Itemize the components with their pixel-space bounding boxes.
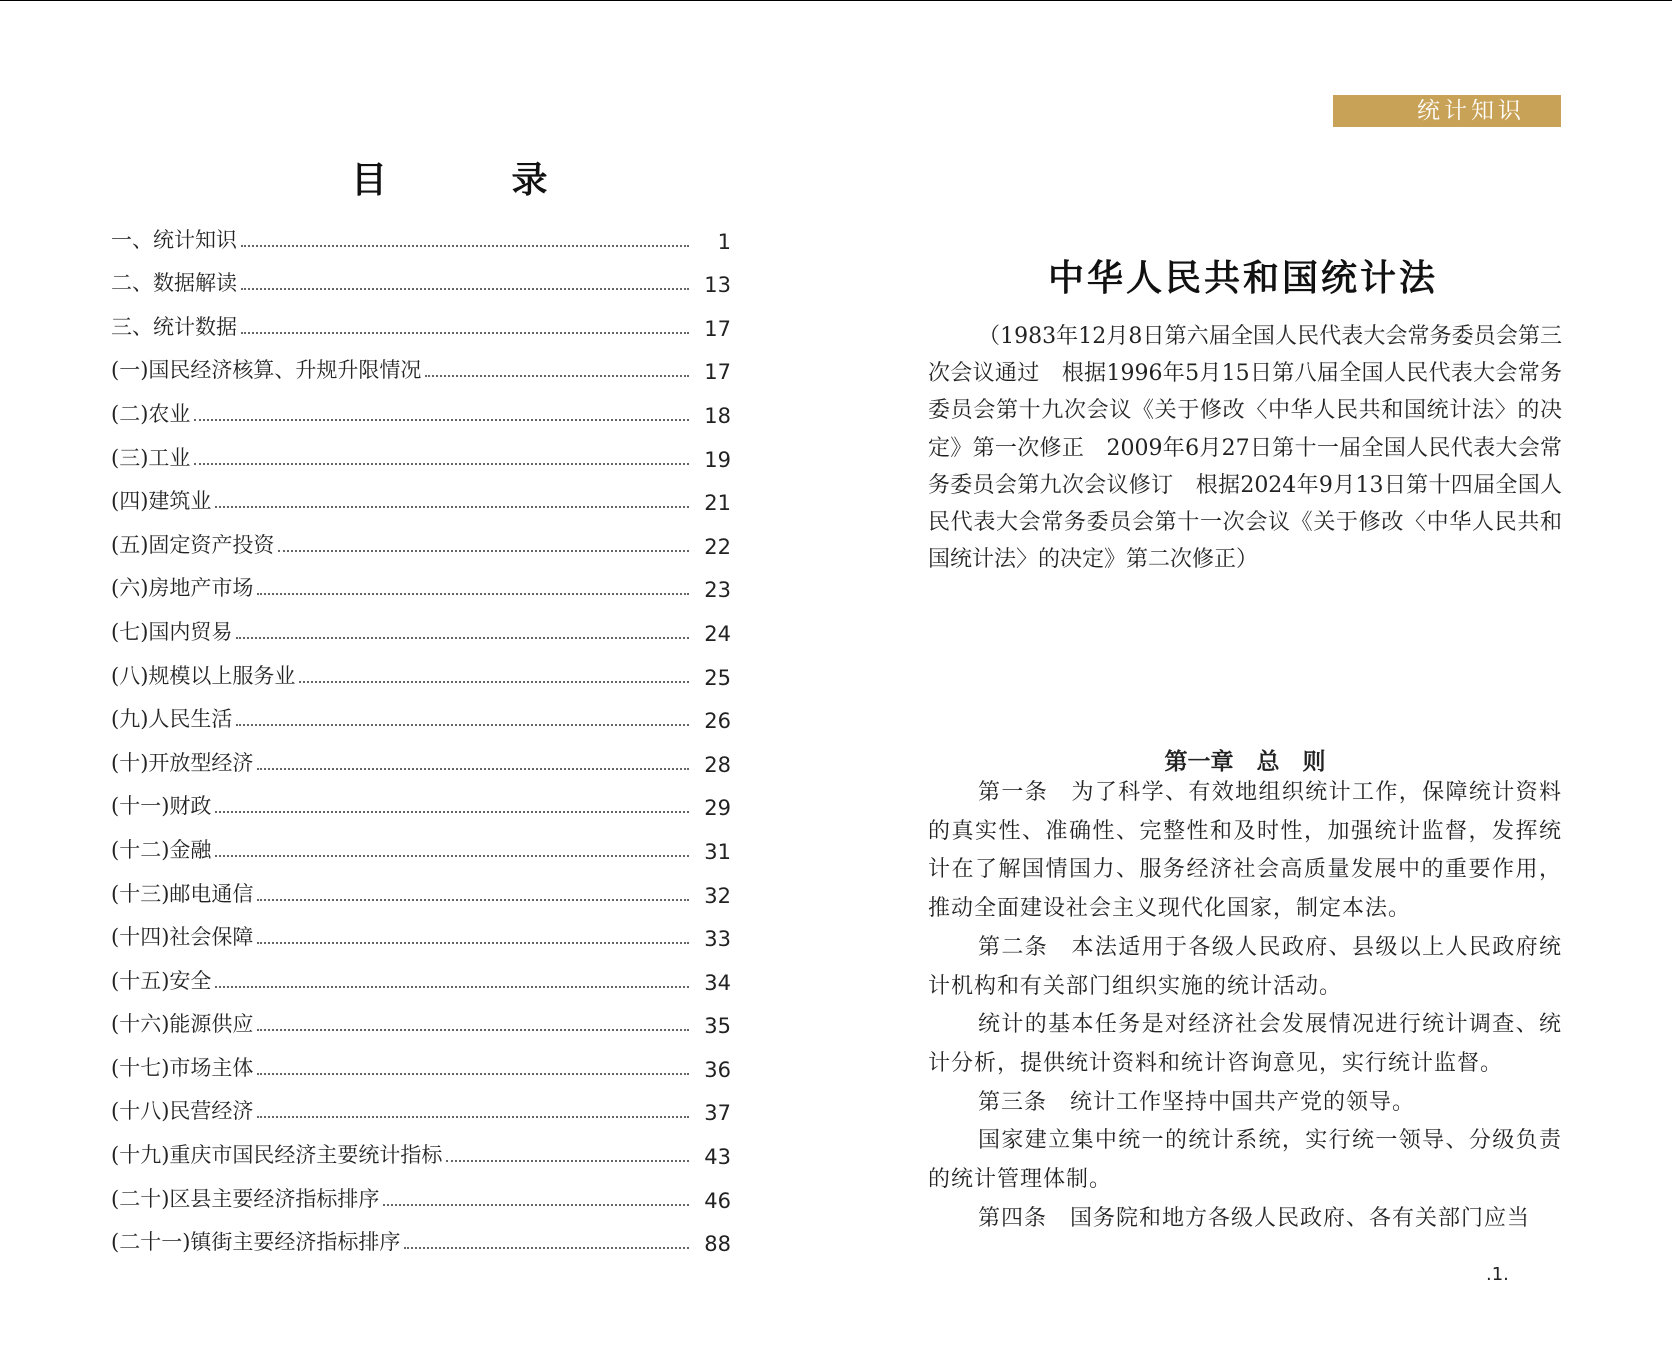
toc-item-page: 36	[704, 1057, 731, 1082]
toc-dot-leader	[299, 680, 689, 683]
toc-item-label: (八)规模以上服务业	[111, 663, 296, 688]
toc-item-label: (七)国内贸易	[111, 619, 233, 644]
toc-item[interactable]	[111, 472, 731, 516]
toc-item-label: (十六)能源供应	[111, 1012, 254, 1037]
article-paragraph: 国家建立集中统一的统计系统，实行统一领导、分级负责的统计管理体制。	[928, 1128, 1562, 1193]
toc-item[interactable]	[111, 951, 731, 995]
toc-dot-leader	[236, 723, 689, 726]
toc-dot-leader	[278, 549, 689, 552]
toc-item-label: (三)工业	[111, 445, 191, 470]
toc-item-label: (一)国民经济核算、升规升限情况	[111, 358, 422, 383]
toc-dot-leader	[446, 1159, 689, 1162]
toc-item-label: (十一)财政	[111, 794, 212, 819]
toc-dot-leader	[257, 592, 689, 595]
toc-item-page: 25	[704, 665, 731, 690]
toc-item-page: 33	[704, 927, 731, 952]
toc-item-page: 29	[704, 796, 731, 821]
article-paragraph: 第一条 为了科学、有效地组织统计工作，保障统计资料的真实性、准确性、完整性和及时性，加强统计监督，发挥统计在了解国情国力、服务经济社会高质量发展中的重要作用，推动全面建设社会主义现代化国家，制定本法。	[928, 780, 1562, 922]
toc-item[interactable]	[111, 646, 731, 690]
section-tab: 统计知识	[1333, 95, 1561, 127]
toc-item-label: (九)人民生活	[111, 707, 233, 732]
toc-item-label: (二)农业	[111, 401, 191, 426]
article-paragraph: 第二条 本法适用于各级人民政府、县级以上人民政府统计机构和有关部门组织实施的统计活动。	[928, 934, 1562, 999]
toc-item[interactable]	[111, 602, 731, 646]
toc-dot-leader	[241, 331, 689, 334]
toc-item-page: 22	[704, 534, 731, 559]
toc-item-page: 31	[704, 839, 731, 864]
toc-item-page: 26	[704, 709, 731, 734]
toc-dot-leader	[236, 636, 689, 639]
toc-item-label: 一、统计知识	[111, 227, 237, 252]
toc-item-label: (十九)重庆市国民经济主要统计指标	[111, 1143, 443, 1168]
toc-item[interactable]	[111, 733, 731, 777]
toc-item-label: (六)房地产市场	[111, 576, 254, 601]
toc-item-label: 二、数据解读	[111, 271, 237, 296]
toc-item[interactable]	[111, 341, 731, 385]
article-body	[928, 774, 1562, 1238]
toc-item[interactable]	[111, 1169, 731, 1213]
toc-title: 目 录	[351, 159, 604, 202]
toc-dot-leader	[257, 1028, 689, 1031]
toc-item-page: 46	[704, 1188, 731, 1213]
toc-item-page: 35	[704, 1014, 731, 1039]
toc-item-page: 28	[704, 752, 731, 777]
toc-item-label: (十四)社会保障	[111, 925, 254, 950]
toc-item[interactable]	[111, 210, 731, 254]
toc-item[interactable]	[111, 428, 731, 472]
toc-dot-leader	[241, 287, 689, 290]
toc-dot-leader	[257, 767, 689, 770]
toc-dot-leader	[215, 505, 689, 508]
toc-item-label: (十二)金融	[111, 837, 212, 862]
toc-item-page: 24	[704, 621, 731, 646]
toc-dot-leader	[257, 898, 689, 901]
toc-item-label: (十)开放型经济	[111, 750, 254, 775]
toc-item-label: (二十)区县主要经济指标排序	[111, 1186, 380, 1211]
chapter-title: 第一章 总 则	[1164, 748, 1326, 775]
toc-dot-leader	[383, 1203, 689, 1206]
toc-item[interactable]	[111, 1038, 731, 1082]
document-title: 中华人民共和国统计法	[1047, 257, 1438, 299]
toc-item[interactable]	[111, 995, 731, 1039]
toc-item-page: 37	[704, 1101, 731, 1126]
toc-item-label: 三、统计数据	[111, 314, 237, 339]
toc-item-page: 43	[704, 1145, 731, 1170]
toc-item-label: (五)固定资产投资	[111, 532, 275, 557]
page-number: .1.	[1486, 1264, 1509, 1285]
toc-dot-leader	[215, 810, 689, 813]
toc-item[interactable]	[111, 515, 731, 559]
toc-item-page: 34	[704, 970, 731, 995]
toc-dot-leader	[257, 1072, 689, 1075]
toc-dot-leader	[215, 854, 689, 857]
toc-item[interactable]	[111, 908, 731, 952]
toc-item[interactable]	[111, 384, 731, 428]
toc-item[interactable]	[111, 690, 731, 734]
toc-dot-leader	[425, 374, 689, 377]
toc-item-label: (十三)邮电通信	[111, 881, 254, 906]
toc-dot-leader	[257, 1115, 689, 1118]
toc-item[interactable]	[111, 777, 731, 821]
toc-item[interactable]	[111, 297, 731, 341]
toc-item-page: 21	[704, 491, 731, 516]
toc-dot-leader	[404, 1246, 689, 1249]
toc-item-page: 32	[704, 883, 731, 908]
toc-item[interactable]	[111, 864, 731, 908]
toc-item-label: (二十一)镇街主要经济指标排序	[111, 1230, 401, 1255]
toc-item-page: 17	[704, 360, 731, 385]
article-paragraph: 第三条 统计工作坚持中国共产党的领导。	[978, 1089, 1416, 1115]
toc-item-page: 88	[704, 1232, 731, 1257]
toc-item[interactable]	[111, 1213, 731, 1257]
toc-dot-leader	[194, 462, 689, 465]
toc-item[interactable]	[111, 1125, 731, 1169]
toc-dot-leader	[194, 418, 689, 421]
toc-item-page: 13	[704, 273, 731, 298]
toc-item-label: (十七)市场主体	[111, 1055, 254, 1080]
article-paragraph: 统计的基本任务是对经济社会发展情况进行统计调查、统计分析，提供统计资料和统计咨询意见，实行统计监督。	[928, 1012, 1562, 1076]
toc-dot-leader	[257, 941, 689, 944]
content-page	[836, 0, 1672, 1353]
article-paragraph: 第四条 国务院和地方各级人民政府、各有关部门应当	[978, 1205, 1531, 1231]
toc-dot-leader	[241, 244, 689, 247]
toc-item-label: (四)建筑业	[111, 489, 212, 514]
toc-item-label: (十五)安全	[111, 968, 212, 993]
toc-item-page: 23	[704, 578, 731, 603]
toc-list	[111, 210, 731, 1256]
toc-item[interactable]	[111, 820, 731, 864]
toc-item-page: 19	[704, 447, 731, 472]
toc-item-page: 1	[717, 229, 731, 254]
document-preamble: （1983年12月8日第六届全国人民代表大会常务委员会第三次会议通过 根据1996年5月15日第八届全国人民代表大会常务委员会第十九次会议《关于修改〈中华人民共和国统计法〉的决定》第一次修正 2009年6月27日第十一届全国人民代表大会常务委员会第九次会议修订 根据2024年9月13日第十四届全国人民代表大会常务委员会第十一次会议《关于修改〈中华人民共和国统计法〉的决定》第二次修正）	[928, 324, 1562, 573]
toc-item[interactable]	[111, 1082, 731, 1126]
toc-item[interactable]	[111, 254, 731, 298]
toc-item-label: (十八)民营经济	[111, 1099, 254, 1124]
toc-item[interactable]	[111, 559, 731, 603]
toc-dot-leader	[215, 985, 689, 988]
toc-item-page: 18	[704, 403, 731, 428]
toc-item-page: 17	[704, 316, 731, 341]
